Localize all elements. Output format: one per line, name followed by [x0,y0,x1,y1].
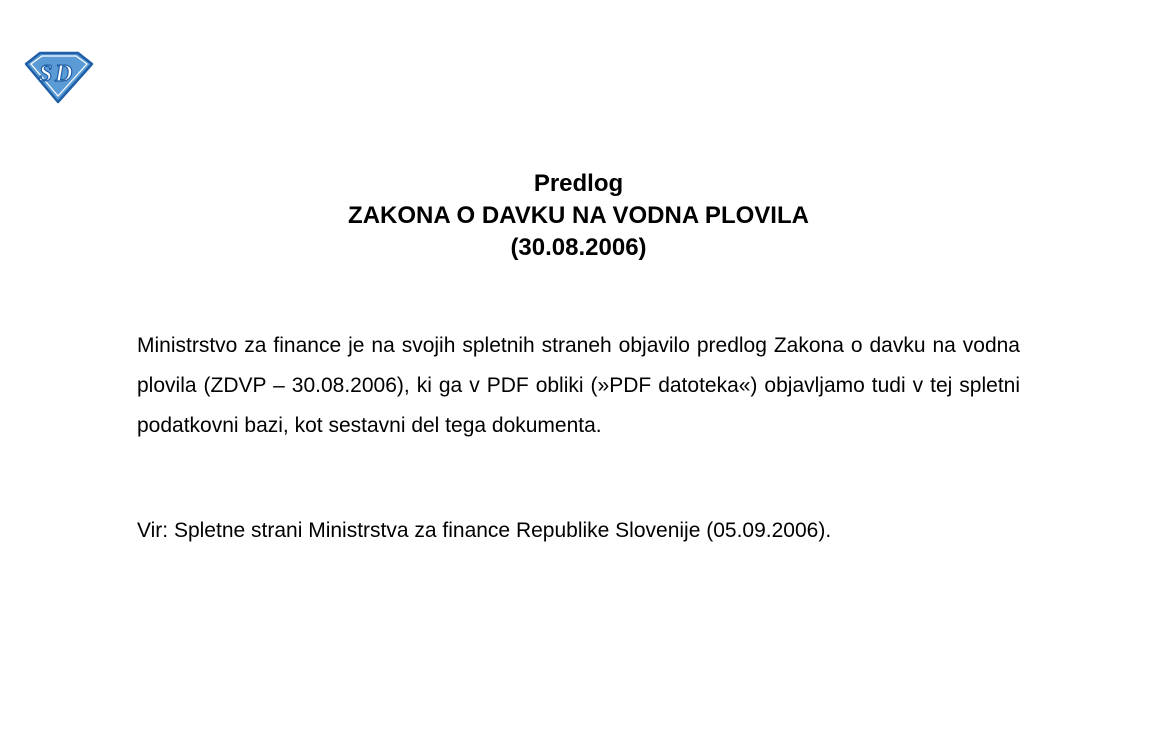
svg-text:D: D [55,61,73,87]
title-law-name: ZAKONA O DAVKU NA VODNA PLOVILA [348,202,809,229]
title-predlog: Predlog [533,170,624,197]
sd-logo-icon [22,48,96,104]
sd-logo [22,48,96,104]
body-paragraph: Ministrstvo za finance je na svojih spletnih straneh objavilo predlog Zakona o davku na vodna plovila (ZDVP – 30.08.2006), ki ga v PDF obliki (»PDF datoteka«) objavljamo tudi v tej spletni podatkovni bazi, kot sestavni del tega dokumenta. [137,334,1020,437]
source-note: Vir: Spletne strani Ministrstva za finance Republike Slovenije (05.09.2006). [137,519,832,542]
document-title [0,168,1157,264]
svg-text:S: S [39,61,53,87]
title-date: (30.08.2006) [510,234,647,261]
